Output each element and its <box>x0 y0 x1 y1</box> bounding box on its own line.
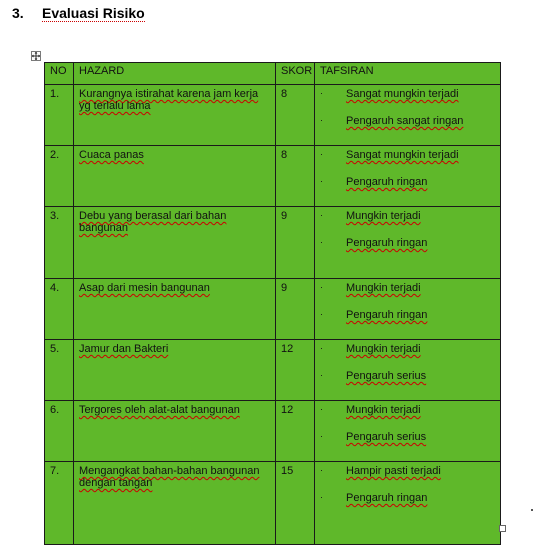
row-skor: 9 <box>276 207 315 279</box>
table-row <box>45 462 501 545</box>
row-skor: 8 <box>276 85 315 146</box>
row-hazard: Tergores oleh alat-alat bangunan <box>74 401 276 462</box>
row-hazard: Jamur dan Bakteri <box>74 340 276 401</box>
row-tafsiran: · Mungkin terjadi · Pengaruh serius <box>315 401 501 462</box>
row-skor: 8 <box>276 146 315 207</box>
row-number: 6. <box>45 401 74 462</box>
row-skor: 15 <box>276 462 315 545</box>
row-hazard: Mengangkat bahan-bahan bangunan dengan tangan <box>74 462 276 545</box>
header-tafsiran: TAFSIRAN <box>315 63 501 85</box>
table-row <box>45 146 501 207</box>
row-tafsiran: · Mungkin terjadi · Pengaruh serius <box>315 340 501 401</box>
header-skor: SKOR <box>276 63 315 85</box>
table-row <box>45 401 501 462</box>
row-number: 3. <box>45 207 74 279</box>
table-row <box>45 340 501 401</box>
row-hazard: Asap dari mesin bangunan <box>74 279 276 340</box>
row-tafsiran: · Hampir pasti terjadi · Pengaruh ringan <box>315 462 501 545</box>
row-skor: 12 <box>276 340 315 401</box>
risk-evaluation-table <box>44 62 501 545</box>
table-row <box>45 207 501 279</box>
row-skor: 12 <box>276 401 315 462</box>
row-tafsiran: · Mungkin terjadi · Pengaruh ringan <box>315 207 501 279</box>
row-number: 2. <box>45 146 74 207</box>
table-resize-handle[interactable] <box>499 525 506 532</box>
paragraph-mark <box>531 509 533 511</box>
row-number: 7. <box>45 462 74 545</box>
section-heading <box>12 5 145 21</box>
row-tafsiran: · Sangat mungkin terjadi · Pengaruh sangat ringan <box>315 85 501 146</box>
header-no: NO <box>45 63 74 85</box>
row-number: 4. <box>45 279 74 340</box>
row-skor: 9 <box>276 279 315 340</box>
row-number: 5. <box>45 340 74 401</box>
table-move-handle-icon[interactable] <box>31 51 41 61</box>
table-row <box>45 85 501 146</box>
row-hazard: Cuaca panas <box>74 146 276 207</box>
row-number: 1. <box>45 85 74 146</box>
table-header-row <box>45 63 501 85</box>
table-row <box>45 279 501 340</box>
row-hazard: Debu yang berasal dari bahan bangunan <box>74 207 276 279</box>
header-hazard: HAZARD <box>74 63 276 85</box>
section-number: 3. <box>12 5 24 21</box>
row-tafsiran: · Sangat mungkin terjadi · Pengaruh ringan <box>315 146 501 207</box>
section-title: Evaluasi Risiko <box>42 5 145 21</box>
row-hazard: Kurangnya istirahat karena jam kerja yg terlalu lama <box>74 85 276 146</box>
row-tafsiran: · Mungkin terjadi · Pengaruh ringan <box>315 279 501 340</box>
